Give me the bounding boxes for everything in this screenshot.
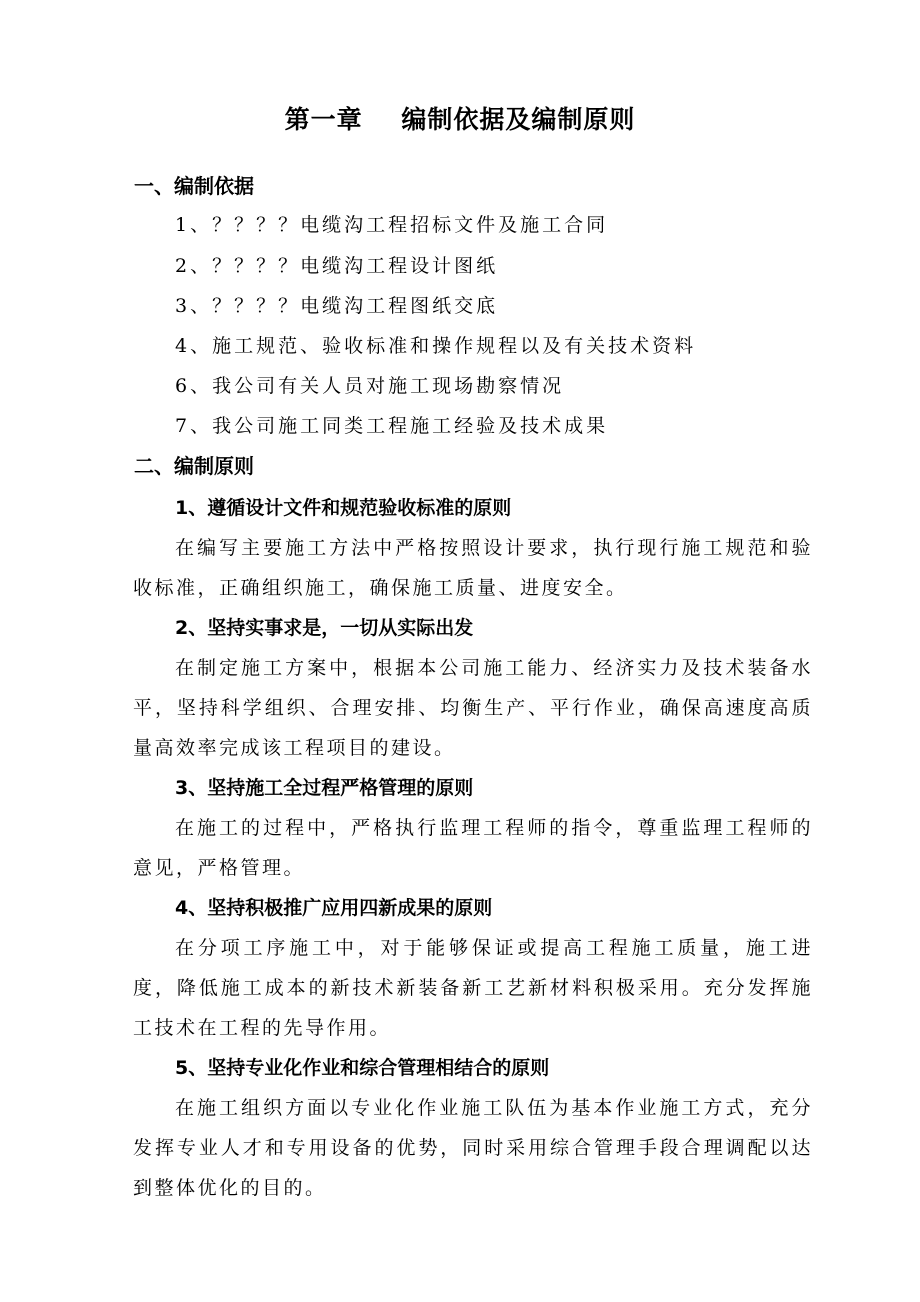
basis-item: 6、我公司有关人员对施工现场勘察情况 [175,375,565,397]
principle-body: 在施工组织方面以专业化作业施工队伍为基本作业施工方式，充分发挥专业人才和专用设备的优势，同时采用综合管理手段合理调配以达到整体优化的目的。 [133,1097,813,1199]
chapter-title: 第一章 编制依据及编制原则 [284,105,636,134]
principle-body: 在施工的过程中，严格执行监理工程师的指令，尊重监理工程师的意见，严格管理。 [133,817,813,879]
principle-title: 3、坚持施工全过程严格管理的原则 [175,777,474,799]
principle-title: 4、坚持积极推广应用四新成果的原则 [175,897,493,919]
principle-title: 1、遵循设计文件和规范验收标准的原则 [175,497,512,519]
basis-item: 7、我公司施工同类工程施工经验及技术成果 [175,415,609,437]
basis-item: 1、？？？？电缆沟工程招标文件及施工合同 [175,214,609,236]
basis-item: 2、？？？？电缆沟工程设计图纸 [175,255,499,277]
section-heading-principles: 二、编制原则 [134,454,254,478]
principle-body: 在编写主要施工方法中严格按照设计要求，执行现行施工规范和验收标准，正确组织施工，确保施工质量、进度安全。 [133,537,813,599]
principle-title: 5、坚持专业化作业和综合管理相结合的原则 [175,1057,550,1079]
principle-title: 2、坚持实事求是，一切从实际出发 [175,617,474,639]
principle-body: 在分项工序施工中，对于能够保证或提高工程施工质量，施工进度，降低施工成本的新技术新装备新工艺新材料积极采用。充分发挥施工技术在工程的先导作用。 [133,937,813,1039]
basis-item: 4、施工规范、验收标准和操作规程以及有关技术资料 [175,335,697,357]
basis-item: 3、？？？？电缆沟工程图纸交底 [175,295,499,317]
principle-body: 在制定施工方案中，根据本公司施工能力、经济实力及技术装备水平，坚持科学组织、合理安排、均衡生产、平行作业，确保高速度高质量高效率完成该工程项目的建设。 [133,657,813,759]
section-heading-basis: 一、编制依据 [134,174,254,198]
